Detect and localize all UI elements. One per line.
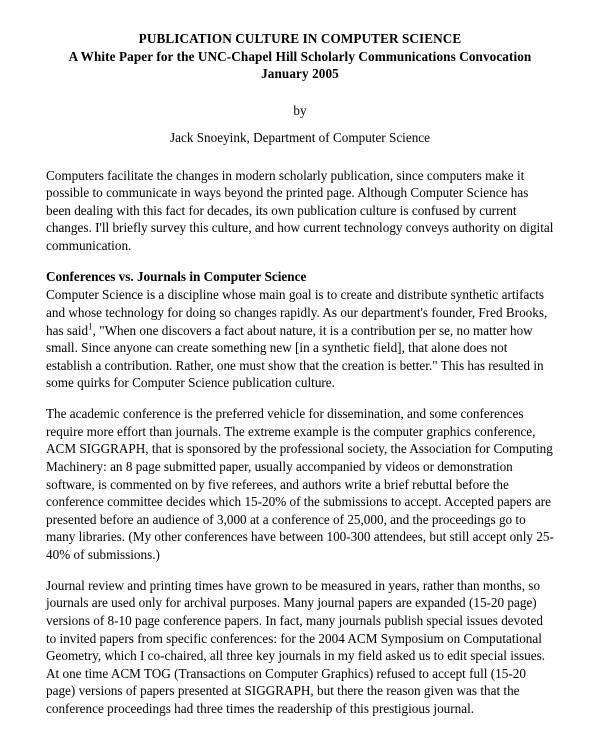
title-line-3: January 2005 (261, 66, 339, 82)
section-paragraph-1 (46, 286, 554, 392)
section-paragraph-2: The academic conference is the preferred vehicle for dissemination, and some conferences require more effort than journals. The extreme example is the computer graphics conference, ACM SIGGRAPH, that is sponsored by the professional society, the Association for Computing Machinery: an 8 page submitted paper, usually accompanied by videos or demonstration software, is commented on by five referees, and authors write a brief rebuttal before the conference committee decides which 15-20% of the submissions to accept. Accepted papers are presented before an audience of 3,000 at a conference of 25,000, and the proceedings go to many libraries. (My other conferences have between 100-300 attendees, but still accept only 25-40% of submissions.) (46, 406, 554, 563)
section-paragraph-3: Journal review and printing times have grown to be measured in years, rather than months, so journals are used only for archival purposes. Many journal papers are expanded (15-20 page) versions of 8-10 page conference papers. In fact, many journals publish special issues devoted to invited papers from specific conferences: for the 2004 ACM Symposium on Computational Geometry, which I co-chaired, all three key journals in my field asked us to edit special issues. At one time ACM TOG (Transactions on Computer Graphics) refused to accept full (15-20 page) versions of papers presented at SIGGRAPH, but there the reason given was that the conference proceedings had three times the readership of this prestigious journal. (46, 577, 546, 717)
paragraph-1-part-1: Computer Science is a discipline whose main goal is to create and distribute synthetic artifacts and whose technology for doing so changes rapidly. As our department's founder, Fred Brooks, has said (46, 287, 548, 338)
title-line-1: PUBLICATION CULTURE IN COMPUTER SCIENCE (138, 31, 462, 46)
byline-author: Jack Snoeyink, Department of Computer Science (169, 129, 430, 145)
title-line-2: A White Paper for the UNC-Chapel Hill Scholarly Communications Convocation (68, 48, 532, 64)
section-heading: Conferences vs. Journals in Computer Science (46, 268, 307, 284)
byline (46, 102, 554, 147)
byline-by-label: by (293, 103, 307, 119)
footnote-marker: 1 (88, 321, 93, 332)
document-title (46, 30, 554, 83)
abstract-paragraph: Computers facilitate the changes in modern scholarly publication, since computers make it possible to communicate in ways beyond the printed page. Although Computer Science has been dealing with this fact for decades, its own publication culture is confused by current changes. I'll briefly survey this culture, and how current technology conveys authority on digital communication. (46, 167, 554, 254)
paragraph-1-part-2: , "When one discovers a fact about nature, it is a contribution per se, no matter how small. Since anyone can create something new [in a synthetic field], that alone does not establish a contribution. Rather, one must show that the creation is better." This has resulted in some quirks for Computer Science publication culture. (46, 322, 544, 391)
